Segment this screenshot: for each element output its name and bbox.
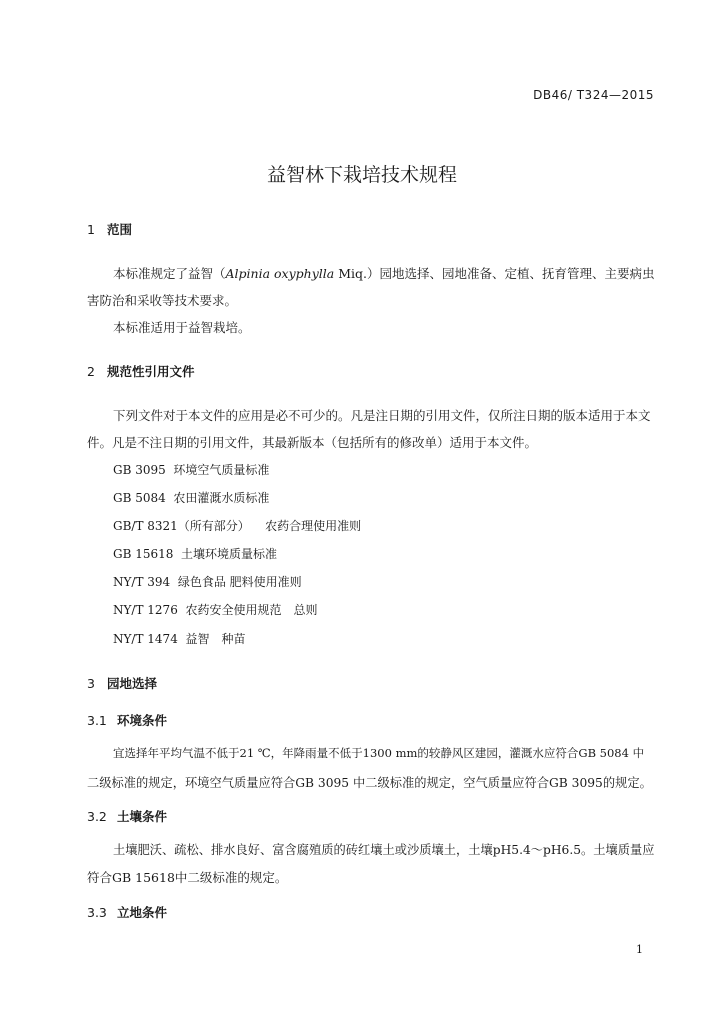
reference-title: 土壤环境质量标准 bbox=[181, 547, 278, 561]
reference-title: 益智 种苗 bbox=[185, 632, 246, 646]
section-number: 1 bbox=[87, 222, 95, 237]
section-2-heading bbox=[87, 362, 195, 380]
section-2-paragraph-line-2: 件。凡是不注日期的引用文件，其最新版本（包括所有的修改单）适用于本文件。 bbox=[87, 435, 538, 450]
section-2-paragraph-line-1: 下列文件对于本文件的应用是必不可少的。凡是注日期的引用文件，仅所注日期的版本适用于本文 bbox=[113, 408, 651, 423]
section-title: 规范性引用文件 bbox=[107, 364, 195, 379]
reference-code: GB 3095 bbox=[113, 463, 166, 477]
section-title: 园地选择 bbox=[107, 676, 158, 691]
subsection-number: 3.3 bbox=[87, 905, 107, 920]
subsection-title: 土壤条件 bbox=[117, 809, 168, 824]
section-number: 3 bbox=[87, 676, 95, 691]
subsection-3-1-line-2: 二级标准的规定，环境空气质量应符合GB 3095 中二级标准的规定，空气质量应符合GB 3095的规定。 bbox=[87, 776, 652, 790]
reference-code: NY/T 1276 bbox=[113, 603, 178, 617]
section-1-paragraph-1 bbox=[113, 264, 654, 282]
subsection-3-2-line-1: 土壤肥沃、疏松、排水良好、富含腐殖质的砖红壤土或沙质壤土，土壤pH5.4～pH6.5。土壤质量应 bbox=[113, 843, 655, 857]
section-title: 范围 bbox=[107, 222, 133, 237]
reference-title: 绿色食品 肥料使用准则 bbox=[177, 575, 302, 589]
subsection-3-1-line-1: 宜选择年平均气温不低于21 ℃，年降雨量不低于1300 mm的较静风区建园，灌溉水应符合GB 5084 中 bbox=[113, 746, 645, 760]
reference-code: GB 15618 bbox=[113, 547, 174, 561]
reference-item bbox=[113, 545, 277, 562]
latin-name: Alpinia oxyphylla bbox=[225, 266, 335, 281]
subsection-3-3-heading bbox=[87, 903, 167, 921]
reference-title: 农药安全使用规范 总则 bbox=[185, 603, 318, 617]
reference-title: 农药合理使用准则 bbox=[265, 519, 362, 533]
subsection-title: 环境条件 bbox=[117, 713, 168, 728]
text-run: Miq.）园地选择、园地准备、定植、抚育管理、主要病虫 bbox=[334, 266, 655, 281]
reference-item bbox=[113, 573, 302, 590]
subsection-title: 立地条件 bbox=[117, 905, 168, 920]
subsection-number: 3.1 bbox=[87, 713, 107, 728]
document-title: 益智林下栽培技术规程 bbox=[266, 164, 457, 186]
standard-code: DB46/ T324—2015 bbox=[533, 88, 654, 102]
section-1-paragraph-2: 本标准适用于益智栽培。 bbox=[113, 320, 251, 335]
text-run: 本标准规定了益智（ bbox=[113, 266, 226, 281]
reference-item bbox=[113, 601, 317, 618]
reference-item bbox=[113, 461, 269, 478]
page-number: 1 bbox=[636, 943, 643, 956]
subsection-3-1-heading bbox=[87, 711, 167, 729]
section-number: 2 bbox=[87, 364, 95, 379]
reference-title: 环境空气质量标准 bbox=[173, 463, 270, 477]
reference-code: NY/T 394 bbox=[113, 575, 171, 589]
subsection-3-2-heading bbox=[87, 807, 167, 825]
reference-code: NY/T 1474 bbox=[113, 632, 178, 646]
section-1-heading bbox=[87, 220, 132, 238]
section-1-paragraph-1-line-2: 害防治和采收等技术要求。 bbox=[87, 293, 238, 308]
reference-item bbox=[113, 517, 361, 534]
section-3-heading bbox=[87, 674, 157, 692]
reference-code: GB 5084 bbox=[113, 491, 166, 505]
subsection-3-2-line-2: 符合GB 15618中二级标准的规定。 bbox=[87, 870, 288, 885]
reference-item bbox=[113, 630, 245, 647]
reference-title: 农田灌溉水质标准 bbox=[173, 491, 270, 505]
reference-item bbox=[113, 489, 269, 506]
subsection-number: 3.2 bbox=[87, 809, 107, 824]
reference-code: GB/T 8321（所有部分） bbox=[113, 519, 250, 533]
